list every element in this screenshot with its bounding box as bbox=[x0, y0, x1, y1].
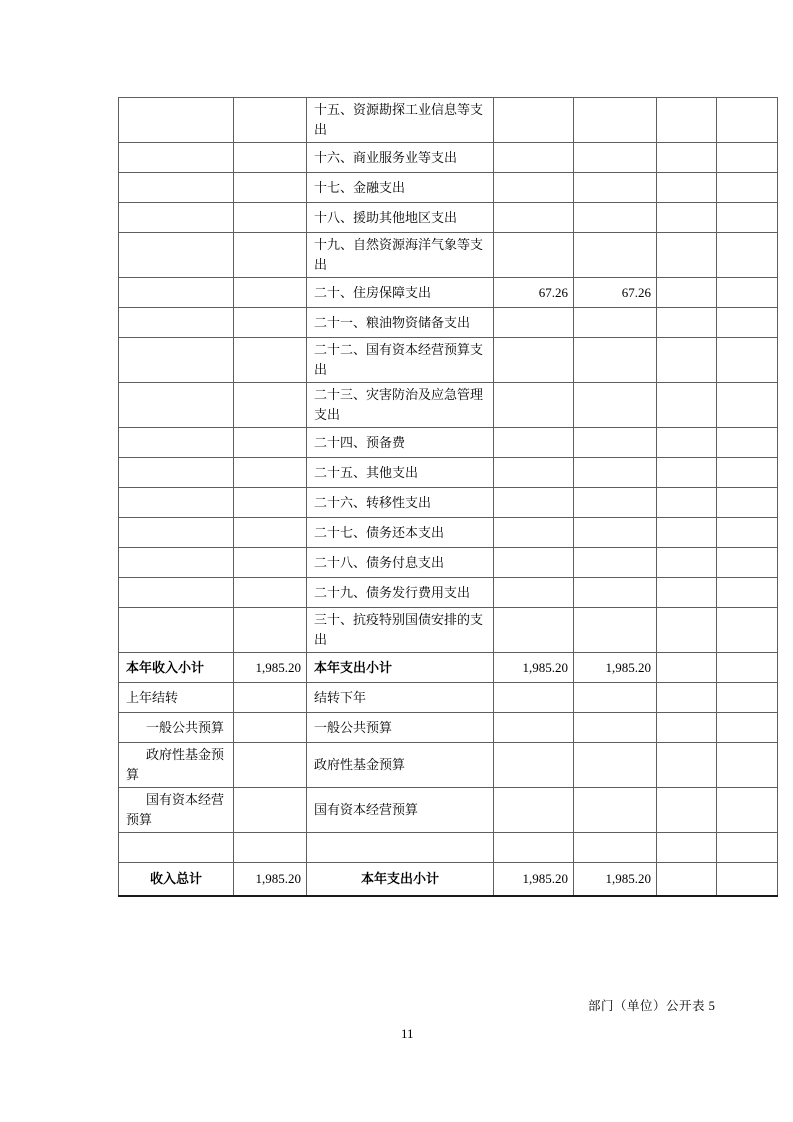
table-cell bbox=[657, 578, 717, 608]
table-cell: 本年支出小计 bbox=[307, 653, 494, 683]
table-cell bbox=[494, 383, 574, 428]
table-cell bbox=[657, 98, 717, 143]
table-row bbox=[119, 233, 778, 278]
table-cell: 收入总计 bbox=[119, 863, 234, 896]
table-cell bbox=[717, 98, 778, 143]
table-cell: 67.26 bbox=[574, 278, 657, 308]
table-cell bbox=[119, 98, 234, 143]
table-cell bbox=[717, 308, 778, 338]
table-cell bbox=[574, 518, 657, 548]
table-cell bbox=[234, 143, 307, 173]
table-cell bbox=[657, 548, 717, 578]
table-cell: 1,985.20 bbox=[494, 653, 574, 683]
table-cell: 二十七、债务还本支出 bbox=[307, 518, 494, 548]
table-cell bbox=[119, 518, 234, 548]
table-cell bbox=[657, 278, 717, 308]
table-cell bbox=[717, 278, 778, 308]
table-cell: 二十四、预备费 bbox=[307, 428, 494, 458]
table-cell bbox=[574, 743, 657, 788]
table-cell: 国有资本经营预算 bbox=[119, 788, 234, 833]
table-cell bbox=[574, 233, 657, 278]
table-cell bbox=[574, 98, 657, 143]
table-cell bbox=[119, 338, 234, 383]
table-cell bbox=[657, 863, 717, 896]
table-cell bbox=[119, 203, 234, 233]
table-cell bbox=[494, 743, 574, 788]
table-cell: 二十五、其他支出 bbox=[307, 458, 494, 488]
table-cell bbox=[657, 308, 717, 338]
table-cell bbox=[119, 608, 234, 653]
table-row bbox=[119, 143, 778, 173]
table-cell bbox=[717, 713, 778, 743]
table-cell bbox=[717, 608, 778, 653]
table-cell: 1,985.20 bbox=[574, 653, 657, 683]
table-cell bbox=[234, 233, 307, 278]
table-cell bbox=[657, 608, 717, 653]
table-cell bbox=[717, 578, 778, 608]
table-cell bbox=[574, 383, 657, 428]
budget-table bbox=[118, 97, 778, 897]
table-cell bbox=[717, 788, 778, 833]
table-cell bbox=[717, 203, 778, 233]
table-cell bbox=[717, 143, 778, 173]
table-cell bbox=[574, 683, 657, 713]
table-cell bbox=[119, 173, 234, 203]
table-cell: 十七、金融支出 bbox=[307, 173, 494, 203]
table-cell bbox=[717, 833, 778, 863]
table-cell bbox=[717, 233, 778, 278]
table-cell bbox=[574, 458, 657, 488]
table-row bbox=[119, 488, 778, 518]
table-cell bbox=[234, 548, 307, 578]
table-cell bbox=[717, 173, 778, 203]
table-cell: 三十、抗疫特别国债安排的支出 bbox=[307, 608, 494, 653]
table-cell bbox=[717, 653, 778, 683]
table-row bbox=[119, 338, 778, 383]
table-cell: 政府性基金预算 bbox=[119, 743, 234, 788]
table-cell bbox=[494, 833, 574, 863]
table-cell: 一般公共预算 bbox=[307, 713, 494, 743]
table-row bbox=[119, 863, 778, 896]
table-cell bbox=[234, 383, 307, 428]
table-cell bbox=[234, 338, 307, 383]
table-cell bbox=[494, 578, 574, 608]
table-cell bbox=[574, 578, 657, 608]
table-footnote: 部门（单位）公开表 5 bbox=[588, 999, 716, 1013]
table-row bbox=[119, 203, 778, 233]
table-cell bbox=[234, 428, 307, 458]
table-cell: 本年收入小计 bbox=[119, 653, 234, 683]
table-cell bbox=[119, 833, 234, 863]
table-cell bbox=[657, 653, 717, 683]
table-cell bbox=[574, 173, 657, 203]
table-cell bbox=[234, 278, 307, 308]
table-cell bbox=[494, 608, 574, 653]
table-cell bbox=[657, 338, 717, 383]
table-cell bbox=[574, 143, 657, 173]
table-row bbox=[119, 428, 778, 458]
table-cell bbox=[494, 548, 574, 578]
table-cell bbox=[234, 488, 307, 518]
table-row bbox=[119, 743, 778, 788]
table-cell bbox=[717, 743, 778, 788]
table-cell bbox=[717, 428, 778, 458]
table-row bbox=[119, 278, 778, 308]
table-cell bbox=[494, 488, 574, 518]
table-cell bbox=[494, 458, 574, 488]
table-cell bbox=[574, 488, 657, 518]
table-cell bbox=[574, 833, 657, 863]
table-cell bbox=[234, 458, 307, 488]
table-cell bbox=[717, 488, 778, 518]
table-row bbox=[119, 833, 778, 863]
table-row bbox=[119, 548, 778, 578]
table-cell bbox=[574, 338, 657, 383]
table-cell bbox=[234, 713, 307, 743]
table-cell bbox=[234, 578, 307, 608]
table-cell bbox=[494, 683, 574, 713]
table-cell bbox=[574, 713, 657, 743]
table-cell bbox=[657, 713, 717, 743]
table-cell bbox=[494, 713, 574, 743]
table-cell bbox=[234, 833, 307, 863]
table-cell: 政府性基金预算 bbox=[307, 743, 494, 788]
table-cell bbox=[119, 143, 234, 173]
table-cell bbox=[234, 173, 307, 203]
table-cell bbox=[119, 308, 234, 338]
table-cell bbox=[234, 788, 307, 833]
table-row bbox=[119, 788, 778, 833]
table-cell: 二十六、转移性支出 bbox=[307, 488, 494, 518]
table-cell: 十八、援助其他地区支出 bbox=[307, 203, 494, 233]
table-cell: 十五、资源勘探工业信息等支出 bbox=[307, 98, 494, 143]
table-cell bbox=[119, 548, 234, 578]
table-cell bbox=[119, 428, 234, 458]
table-cell: 本年支出小计 bbox=[307, 863, 494, 896]
table-cell bbox=[574, 308, 657, 338]
page-number: 11 bbox=[401, 1026, 414, 1041]
table-cell bbox=[657, 203, 717, 233]
table-cell: 二十、住房保障支出 bbox=[307, 278, 494, 308]
table-cell: 二十八、债务付息支出 bbox=[307, 548, 494, 578]
table-cell bbox=[234, 743, 307, 788]
table-cell bbox=[574, 548, 657, 578]
table-row bbox=[119, 458, 778, 488]
table-cell bbox=[234, 608, 307, 653]
table-cell bbox=[494, 788, 574, 833]
table-row bbox=[119, 578, 778, 608]
table-cell: 1,985.20 bbox=[234, 653, 307, 683]
table-cell: 国有资本经营预算 bbox=[307, 788, 494, 833]
table-row bbox=[119, 308, 778, 338]
table-cell: 上年结转 bbox=[119, 683, 234, 713]
table-row bbox=[119, 518, 778, 548]
table-cell bbox=[494, 308, 574, 338]
table-cell bbox=[657, 743, 717, 788]
table-cell bbox=[657, 833, 717, 863]
table-cell bbox=[494, 203, 574, 233]
table-cell bbox=[234, 203, 307, 233]
table-cell bbox=[657, 233, 717, 278]
table-cell bbox=[574, 788, 657, 833]
table-cell bbox=[494, 428, 574, 458]
table-cell bbox=[234, 308, 307, 338]
table-cell bbox=[717, 863, 778, 896]
table-cell bbox=[717, 548, 778, 578]
table-cell bbox=[574, 428, 657, 458]
table-row bbox=[119, 653, 778, 683]
table-cell bbox=[119, 383, 234, 428]
table-cell bbox=[657, 788, 717, 833]
table-cell bbox=[234, 98, 307, 143]
table-cell bbox=[717, 383, 778, 428]
table-cell: 1,985.20 bbox=[234, 863, 307, 896]
table-cell bbox=[234, 518, 307, 548]
table-row bbox=[119, 173, 778, 203]
table-cell bbox=[307, 833, 494, 863]
table-cell: 结转下年 bbox=[307, 683, 494, 713]
table-cell bbox=[234, 683, 307, 713]
table-cell bbox=[119, 233, 234, 278]
table-cell: 二十一、粮油物资储备支出 bbox=[307, 308, 494, 338]
table-cell bbox=[574, 608, 657, 653]
table-cell bbox=[494, 143, 574, 173]
table-cell bbox=[657, 383, 717, 428]
table-row bbox=[119, 98, 778, 143]
table-cell: 二十二、国有资本经营预算支出 bbox=[307, 338, 494, 383]
table-row bbox=[119, 608, 778, 653]
table-cell bbox=[494, 518, 574, 548]
table-cell bbox=[717, 458, 778, 488]
table-cell bbox=[574, 203, 657, 233]
table-cell bbox=[717, 518, 778, 548]
table-cell bbox=[657, 428, 717, 458]
table-cell: 1,985.20 bbox=[574, 863, 657, 896]
table-cell bbox=[657, 458, 717, 488]
table-cell bbox=[119, 578, 234, 608]
table-cell: 一般公共预算 bbox=[119, 713, 234, 743]
table-cell: 二十三、灾害防治及应急管理支出 bbox=[307, 383, 494, 428]
table-cell bbox=[717, 683, 778, 713]
table-cell bbox=[119, 458, 234, 488]
table-cell bbox=[717, 338, 778, 383]
table-cell bbox=[119, 278, 234, 308]
table-cell: 十九、自然资源海洋气象等支出 bbox=[307, 233, 494, 278]
table-cell bbox=[494, 173, 574, 203]
table-cell bbox=[657, 518, 717, 548]
table-cell bbox=[494, 233, 574, 278]
table-cell bbox=[494, 98, 574, 143]
table-row bbox=[119, 383, 778, 428]
table-row bbox=[119, 683, 778, 713]
table-cell bbox=[657, 143, 717, 173]
table-cell bbox=[657, 173, 717, 203]
table-cell bbox=[119, 488, 234, 518]
table-cell: 二十九、债务发行费用支出 bbox=[307, 578, 494, 608]
table-cell: 十六、商业服务业等支出 bbox=[307, 143, 494, 173]
table-row bbox=[119, 713, 778, 743]
table-cell: 67.26 bbox=[494, 278, 574, 308]
table-cell: 1,985.20 bbox=[494, 863, 574, 896]
table-cell bbox=[657, 683, 717, 713]
table-cell bbox=[657, 488, 717, 518]
table-cell bbox=[494, 338, 574, 383]
